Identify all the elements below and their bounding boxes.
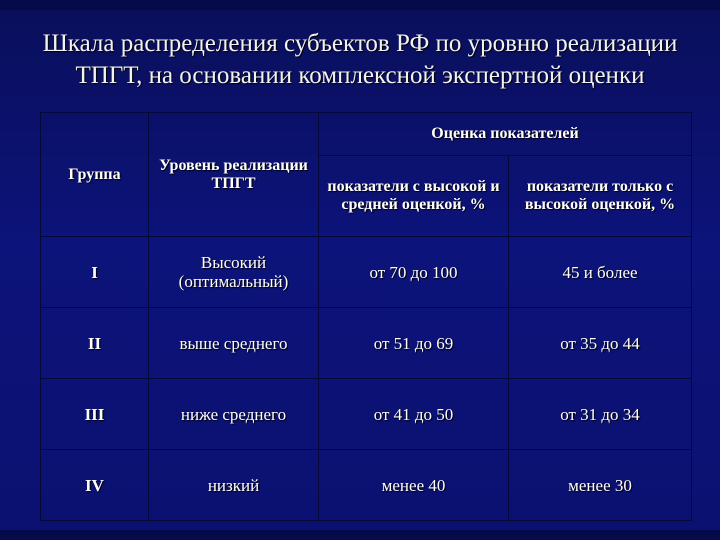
group-cell: IV bbox=[41, 450, 149, 521]
header-row-top bbox=[41, 113, 692, 156]
group-cell: III bbox=[41, 379, 149, 450]
level-cell: Высокий (оптимальный) bbox=[149, 237, 319, 308]
level-cell: низкий bbox=[149, 450, 319, 521]
bottom-band bbox=[0, 530, 720, 540]
high-only-cell: менее 30 bbox=[509, 450, 692, 521]
high-mid-cell: от 70 до 100 bbox=[319, 237, 509, 308]
table-row bbox=[41, 450, 692, 521]
group-cell: II bbox=[41, 308, 149, 379]
level-cell: выше среднего bbox=[149, 308, 319, 379]
high-mid-cell: от 41 до 50 bbox=[319, 379, 509, 450]
high-only-cell: 45 и более bbox=[509, 237, 692, 308]
level-cell: ниже среднего bbox=[149, 379, 319, 450]
high-mid-cell: от 51 до 69 bbox=[319, 308, 509, 379]
header-indicators: Оценка показателей bbox=[319, 113, 692, 156]
high-only-cell: от 35 до 44 bbox=[509, 308, 692, 379]
group-cell: I bbox=[41, 237, 149, 308]
table-row bbox=[41, 308, 692, 379]
high-only-cell: от 31 до 34 bbox=[509, 379, 692, 450]
table-row bbox=[41, 379, 692, 450]
header-group: Группа bbox=[41, 113, 149, 237]
high-mid-cell: менее 40 bbox=[319, 450, 509, 521]
distribution-table bbox=[40, 112, 692, 521]
slide-title: Шкала распределения субъектов РФ по уровню реализации ТПГТ, на основании комплексной экспертной оценки bbox=[42, 30, 678, 89]
top-band bbox=[0, 0, 720, 10]
header-high-mid: показатели с высокой и средней оценкой, % bbox=[319, 156, 509, 237]
table-row bbox=[41, 237, 692, 308]
header-high-only: показатели только с высокой оценкой, % bbox=[509, 156, 692, 237]
header-level: Уровень реализации ТПГТ bbox=[149, 113, 319, 237]
